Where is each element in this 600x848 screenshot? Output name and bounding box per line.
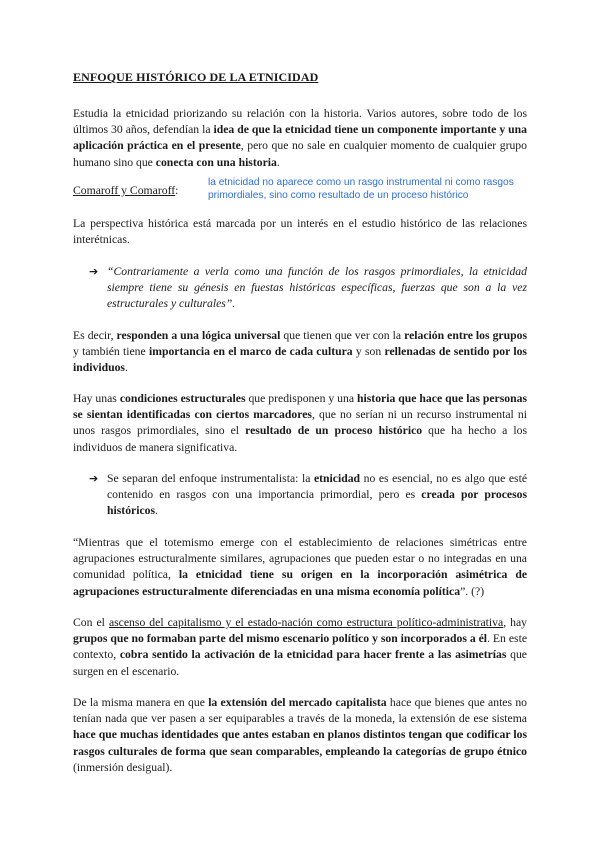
capitalism-underlined: ascenso del capitalismo y el estado-nación como estructura político-administrativa — [108, 616, 504, 629]
logic-emphasis-4: rellenadas de sentido por los individuos — [73, 345, 527, 375]
quote-text: “Contrariamente a verla como una función de los rasgos primordiales, la etnicidad siempre tiene su génesis en fuestas históricas específicas, fuerzas que son a la vez estructurales y culturales”. — [107, 265, 527, 311]
arrow-bullet-icon: ➔ — [89, 472, 99, 485]
capitalism-text-2: , hay — [503, 616, 528, 629]
logic-emphasis-2: relación entre los grupos — [404, 329, 527, 342]
capitalism-paragraph — [73, 615, 527, 680]
logic-text-3: y también tiene — [73, 345, 149, 359]
perspective-paragraph: La perspectiva histórica está marcada por un interés en el estudio histórico de las relaciones interétnicas. — [73, 217, 527, 247]
capitalism-text-1: Con el — [73, 616, 109, 629]
conditions-text-2: que predisponen y una — [245, 392, 358, 405]
instrumentalist-emphasis-1: etnicidad — [313, 472, 361, 485]
instrumentalist-emphasis-2: creada por procesos históricos — [107, 488, 528, 518]
market-text-2: hace que bienes que antes no tenían nada que ver pasen a ser equiparables a través de la moneda, la extensión de ese sistema — [73, 696, 528, 726]
totemism-emphasis: la etnicidad tiene su origen en la incorporación asimétrica de agrupaciones estructuralmente diferenciadas en una misma economía política — [73, 568, 528, 598]
logic-paragraph — [73, 328, 527, 377]
market-paragraph — [73, 695, 527, 776]
authors-name: Comaroff y Comaroff — [73, 184, 176, 197]
authors-colon: : — [175, 184, 179, 197]
intro-text-3: . — [276, 155, 280, 169]
totemism-paragraph — [73, 535, 527, 600]
side-note: la etnicidad no aparece como un rasgo instrumental ni como rasgos primordiales, sino como resultado de un proceso histórico — [208, 177, 514, 201]
intro-paragraph — [73, 106, 527, 171]
arrow-bullet-icon: ➔ — [89, 265, 99, 278]
conditions-text-3: , que no serían ni un recurso instrumental ni unos rasgos primordiales, sino el — [73, 408, 528, 438]
intro-text: Estudia la etnicidad priorizando su relación con la historia. Varios autores, sobre todo de los últimos 30 años, defendían la — [73, 107, 527, 137]
logic-text-5: . — [124, 361, 128, 375]
logic-emphasis-1: responden a una lógica universal — [116, 329, 281, 342]
logic-text-2: que tienen que ver con la — [280, 329, 405, 342]
instrumentalist-bullet — [89, 471, 527, 520]
intro-emphasis-1: idea de que la etnicidad tiene un componente importante y una aplicación práctica en el presente — [73, 123, 527, 153]
logic-text-4: y son — [352, 345, 385, 359]
intro-emphasis-2: conecta con una historia — [155, 155, 277, 169]
capitalism-emphasis-2: cobra sentido la activación de la etnicidad para hacer frente a las asimetrías — [119, 648, 507, 662]
instrumentalist-text-3: . — [155, 504, 158, 518]
conditions-paragraph — [73, 391, 527, 456]
capitalism-text-4: que surgen en el escenario. — [73, 648, 527, 678]
market-text-1: De la misma manera en que — [73, 696, 209, 709]
market-emphasis-2: hace que muchas identidades que antes estaban en planos distintos tengan que codificar los rasgos culturales de forma que sean comparables, empleando la categorías de grupo étnico — [73, 728, 527, 758]
totemism-text-1: “Mientras que el totemismo emerge con el establecimiento de relaciones simétricas entre agrupaciones estructuralmente similares, agrupaciones que pueden estar o no integradas en una comunidad política, — [73, 536, 527, 582]
authors-line — [73, 183, 213, 199]
conditions-text-4: que ha hecho a los individuos de manera significativa. — [73, 424, 528, 454]
quote-bullet — [89, 264, 527, 313]
market-emphasis-1: la extensión del mercado capitalista — [208, 696, 387, 709]
capitalism-text-3: . En este contexto, — [73, 632, 528, 662]
page-title: ENFOQUE HISTÓRICO DE LA ETNICIDAD — [73, 70, 319, 84]
capitalism-emphasis-1: grupos que no formaban parte del mismo escenario político y son incorporados a él — [73, 632, 488, 646]
instrumentalist-text-2: no es esencial, no es algo que esté contenido en rasgos con una importancia primordial, pero es — [107, 472, 528, 502]
instrumentalist-text — [107, 471, 527, 520]
intro-text-2: , pero que no sale en cualquier momento de cualquier grupo humano sino que — [73, 139, 527, 169]
market-text-3: (inmersión desigual). — [73, 760, 173, 774]
conditions-text-1: Hay unas — [73, 392, 120, 405]
logic-text-1: Es decir, — [73, 329, 117, 342]
conditions-emphasis-2: historia que hace que las personas se sientan identificadas con ciertos marcadores — [73, 392, 528, 422]
totemism-text-2: ”. (?) — [460, 584, 485, 598]
instrumentalist-text-1: Se separan del enfoque instrumentalista: la — [107, 472, 314, 485]
conditions-emphasis-3: resultado de un proceso histórico — [245, 424, 423, 438]
logic-emphasis-3: importancia en el marco de cada cultura — [148, 345, 353, 359]
conditions-emphasis-1: condiciones estructurales — [119, 392, 246, 405]
